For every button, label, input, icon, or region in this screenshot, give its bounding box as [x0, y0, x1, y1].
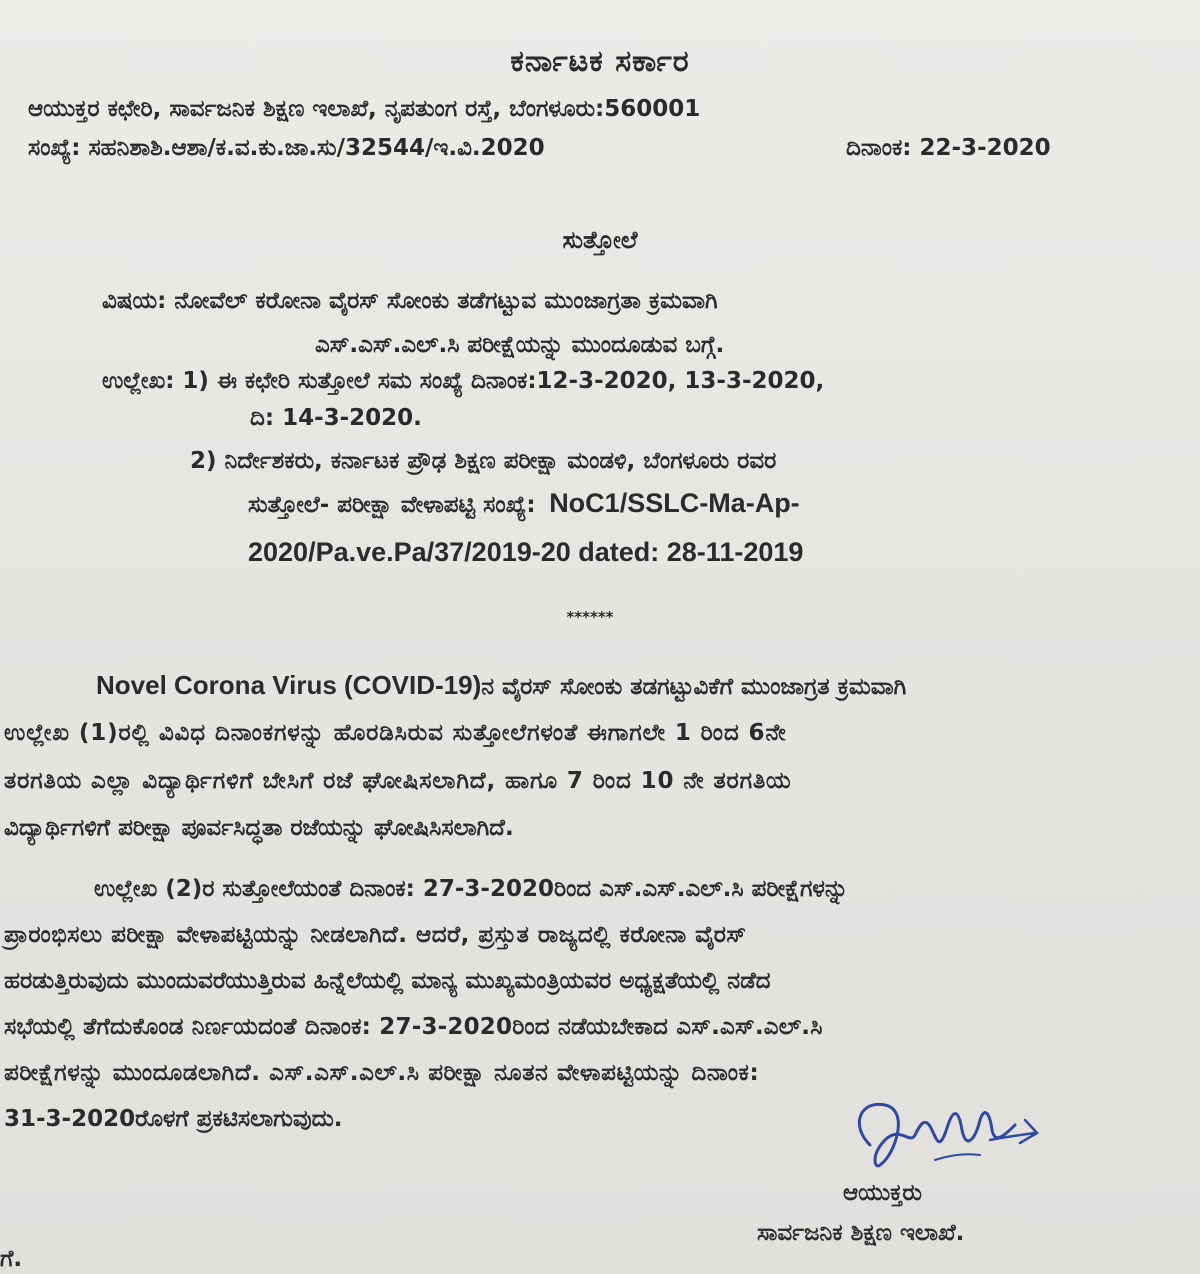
reference-2-line-1: 2) ನಿರ್ದೇಶಕರು, ಕರ್ನಾಟಕ ಪ್ರೌಢ ಶಿಕ್ಷಣ ಪರೀಕ್ಷಾ ಮಂಡಳಿ, ಬೆಂಗಳೂರು ರವರ	[190, 448, 777, 474]
paragraph-1-line-4: ವಿದ್ಯಾರ್ಥಿಗಳಿಗೆ ಪರೀಕ್ಷಾ ಪೂರ್ವಸಿದ್ಧತಾ ರಜೆಯನ್ನು ಘೋಷಿಸಿಸಲಾಗಿದೆ.	[4, 815, 514, 841]
paragraph-1-line-3: ತರಗತಿಯ ಎಲ್ಲಾ ವಿದ್ಯಾರ್ಥಿಗಳಿಗೆ ಬೇಸಿಗೆ ರಜೆ ಘೋಷಿಸಲಾಗಿದೆ, ಹಾಗೂ 7 ರಿಂದ 10 ನೇ ತರಗತಿಯ	[4, 768, 792, 794]
reference-1-line-1: ಉಲ್ಲೇಖ: 1) ಈ ಕಛೇರಿ ಸುತ್ತೋಲೆ ಸಮ ಸಂಖ್ಯೆ ದಿನಾಂಕ:12-3-2020, 13-3-2020,	[102, 368, 825, 394]
reference-2-code: NoC1/SSLC-Ma-Ap-	[549, 488, 800, 518]
signatory-department: ಸಾರ್ವಜನಿಕ ಶಿಕ್ಷಣ ಇಲಾಖೆ.	[757, 1220, 965, 1246]
document-type-heading: ಸುತ್ತೋಲೆ	[562, 226, 638, 254]
reference-2-kannada: ಸುತ್ತೋಲೆ- ಪರೀಕ್ಷಾ ವೇಳಾಪಟ್ಟಿ ಸಂಖ್ಯೆ:	[248, 492, 536, 518]
paragraph-2-line-4: ಸಭೆಯಲ್ಲಿ ತೆಗೆದುಕೊಂಡ ನಿರ್ಣಯದಂತೆ ದಿನಾಂಕ: 27-3-2020ರಿಂದ ನಡೆಯಬೇಕಾದ ಎಸ್.ಎಸ್.ಎಲ್.ಸಿ	[4, 1014, 823, 1040]
paragraph-1-lead-english: Novel Corona Virus (COVID-19)	[96, 670, 482, 700]
paragraph-1-lead-kannada: ನ ವೈರಸ್ ಸೋಂಕು ತಡಗಟ್ಟುವಿಕೆಗೆ ಮುಂಜಾಗ್ರತ ಕ್ರಮವಾಗಿ	[481, 674, 907, 700]
reference-number: ಸಂಖ್ಯೆ: ಸಹನಿಶಾಶಿ.ಆಶಾ/ಕ.ವ.ಕು.ಜಾ.ಸು/32544/ಇ.ವಿ.2020	[28, 135, 545, 161]
paragraph-1-line-1	[96, 670, 906, 701]
subject-line-1: ವಿಷಯ: ನೋವೆಲ್ ಕರೋನಾ ವೈರಸ್ ಸೋಂಕು ತಡೆಗಟ್ಟುವ ಮುಂಜಾಗ್ರತಾ ಕ್ರಮವಾಗಿ	[102, 288, 718, 314]
reference-2-line-3: 2020/Pa.ve.Pa/37/2019-20 dated: 28-11-2019	[248, 537, 804, 567]
circular-date: ದಿನಾಂಕ: 22-3-2020	[846, 135, 1051, 161]
paragraph-2-line-6: 31-3-2020ರೊಳಗೆ ಪ್ರಕಟಿಸಲಾಗುವುದು.	[4, 1106, 343, 1132]
subject-line-2: ಎಸ್.ಎಸ್.ಎಲ್.ಸಿ ಪರೀಕ್ಷೆಯನ್ನು ಮುಂದೂಡುವ ಬಗ್ಗೆ.	[315, 332, 725, 358]
paragraph-1-line-2: ಉಲ್ಲೇಖ (1)ರಲ್ಲಿ ವಿವಿಧ ದಿನಾಂಕಗಳನ್ನು ಹೊರಡಿಸಿರುವ ಸುತ್ತೋಲೆಗಳಂತೆ ಈಗಾಗಲೇ 1 ರಿಂದ 6ನೇ	[4, 720, 787, 746]
paragraph-2-line-3: ಹರಡುತ್ತಿರುವುದು ಮುಂದುವರೆಯುತ್ತಿರುವ ಹಿನ್ನೆಲೆಯಲ್ಲಿ ಮಾನ್ಯ ಮುಖ್ಯಮಂತ್ರಿಯವರ ಅಧ್ಯಕ್ಷತೆಯಲ್ಲಿ ನಡೆದ	[4, 968, 771, 994]
paragraph-2-line-5: ಪರೀಕ್ಷೆಗಳನ್ನು ಮುಂದೂಡಲಾಗಿದೆ. ಎಸ್.ಎಸ್.ಎಲ್.ಸಿ ಪರೀಕ್ಷಾ ನೂತನ ವೇಳಾಪಟ್ಟಿಯನ್ನು ದಿನಾಂಕ:	[4, 1060, 760, 1086]
office-address: ಆಯುಕ್ತರ ಕಛೇರಿ, ಸಾರ್ವಜನಿಕ ಶಿಕ್ಷಣ ಇಲಾಖೆ, ನೃಪತುಂಗ ರಸ್ತೆ, ಬೆಂಗಳೂರು:560001	[28, 96, 701, 122]
separator-stars: ******	[566, 608, 614, 626]
paragraph-2-line-2: ಪ್ರಾರಂಭಿಸಲು ಪರೀಕ್ಷಾ ವೇಳಾಪಟ್ಟಿಯನ್ನು ನೀಡಲಾಗಿದೆ. ಆದರೆ, ಪ್ರಸ್ತುತ ರಾಜ್ಯದಲ್ಲಿ ಕರೋನಾ ವೈರಸ್	[4, 922, 747, 948]
signature-image	[840, 1085, 1070, 1175]
signatory-title: ಆಯುಕ್ತರು	[843, 1180, 922, 1206]
reference-2-line-2	[248, 488, 800, 519]
footer-fragment: ಗೆ.	[0, 1246, 23, 1272]
paragraph-2-line-1: ಉಲ್ಲೇಖ (2)ರ ಸುತ್ತೋಲೆಯಂತೆ ದಿನಾಂಕ: 27-3-2020ರಿಂದ ಎಸ್.ಎಸ್.ಎಲ್.ಸಿ ಪರೀಕ್ಷೆಗಳನ್ನು	[94, 876, 849, 902]
reference-1-line-2: ದಿ: 14-3-2020.	[250, 405, 422, 431]
government-title: ಕರ್ನಾಟಕ ಸರ್ಕಾರ	[510, 44, 690, 79]
